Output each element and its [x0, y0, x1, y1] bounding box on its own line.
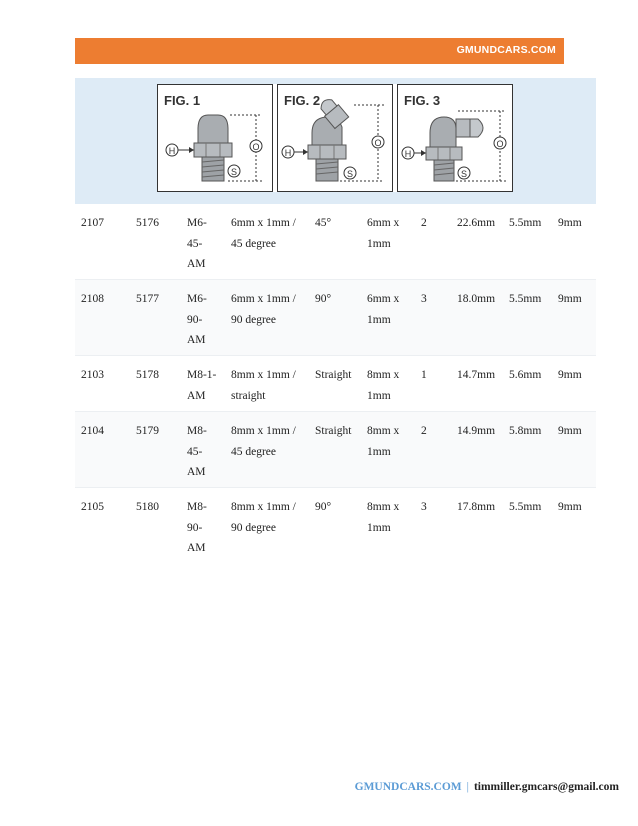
footer: [355, 781, 619, 793]
cell-model: M8-1- AM: [187, 369, 217, 402]
cell-dimension-h: 9mm: [558, 425, 582, 437]
figure-1-title: FIG. 1: [164, 93, 201, 108]
figure-2-label-s: S: [346, 169, 354, 179]
cell-dimension-s: 5.5mm: [509, 217, 542, 229]
cell-angle: 90°: [315, 293, 332, 305]
table-row: [75, 280, 596, 356]
cell-angle: Straight: [315, 369, 352, 381]
cell-angle: 90°: [315, 501, 332, 513]
cell-dimension-o: 14.9mm: [457, 425, 496, 437]
grease-fitting-straight-drawing: [158, 85, 274, 193]
cell-description: 8mm x 1mm / 90 degree: [231, 501, 296, 534]
cell-thread: 8mm x 1mm: [367, 369, 400, 402]
footer-site-link[interactable]: GMUNDCARS.COM: [354, 781, 462, 793]
cell-figure: 3: [421, 501, 427, 513]
cell-angle: Straight: [315, 425, 352, 437]
cell-dimension-o: 18.0mm: [457, 293, 496, 305]
cell-item-number: 5180: [136, 501, 159, 513]
cell-figure: 2: [421, 217, 427, 229]
cell-dimension-h: 9mm: [558, 217, 582, 229]
cell-angle: 45°: [315, 217, 332, 229]
cell-dimension-s: 5.5mm: [509, 293, 542, 305]
cell-thread: 8mm x 1mm: [367, 501, 400, 534]
cell-thread: 6mm x 1mm: [367, 293, 400, 326]
figure-1: [157, 84, 273, 192]
figure-1-label-o: O: [252, 142, 260, 152]
cell-part-number: 2103: [81, 369, 104, 381]
cell-description: 6mm x 1mm / 90 degree: [231, 293, 296, 326]
cell-model: M8- 90- AM: [187, 501, 207, 554]
cell-part-number: 2104: [81, 425, 104, 437]
figure-2: [277, 84, 393, 192]
cell-dimension-o: 14.7mm: [457, 369, 496, 381]
cell-thread: 6mm x 1mm: [367, 217, 400, 250]
cell-figure: 3: [421, 293, 427, 305]
footer-email-link[interactable]: timmiller.gmcars@gmail.com: [473, 781, 619, 793]
cell-figure: 2: [421, 425, 427, 437]
figure-2-label-h: H: [284, 148, 292, 158]
figure-3: [397, 84, 513, 192]
figure-3-label-o: O: [496, 139, 504, 149]
table-row: [75, 412, 596, 488]
cell-item-number: 5177: [136, 293, 159, 305]
figure-3-label-h: H: [404, 149, 412, 159]
cell-model: M6- 90- AM: [187, 293, 207, 346]
cell-model: M8- 45- AM: [187, 425, 207, 478]
cell-model: M6- 45- AM: [187, 217, 207, 270]
cell-dimension-s: 5.8mm: [509, 425, 542, 437]
grease-fitting-90-degree-drawing: [398, 85, 514, 193]
table-row: [75, 204, 596, 280]
cell-dimension-o: 17.8mm: [457, 501, 496, 513]
figure-3-title: FIG. 3: [404, 93, 441, 108]
figure-3-label-s: S: [460, 169, 468, 179]
cell-thread: 8mm x 1mm: [367, 425, 400, 458]
cell-item-number: 5176: [136, 217, 159, 229]
header-bar: [75, 38, 564, 64]
header-brand: GMUNDCARS.COM: [456, 44, 556, 56]
figure-row: [75, 78, 596, 204]
cell-dimension-o: 22.6mm: [457, 217, 496, 229]
footer-separator: |: [466, 781, 469, 793]
grease-fitting-45-degree-drawing: [278, 85, 394, 193]
cell-part-number: 2108: [81, 293, 104, 305]
cell-figure: 1: [421, 369, 427, 381]
cell-dimension-s: 5.6mm: [509, 369, 542, 381]
figure-1-label-s: S: [230, 167, 238, 177]
cell-item-number: 5179: [136, 425, 159, 437]
cell-dimension-h: 9mm: [558, 501, 582, 513]
cell-dimension-h: 9mm: [558, 369, 582, 381]
cell-item-number: 5178: [136, 369, 159, 381]
figure-1-label-h: H: [168, 146, 176, 156]
table-row: [75, 488, 596, 563]
figure-2-title: FIG. 2: [284, 93, 321, 108]
cell-description: 6mm x 1mm / 45 degree: [231, 217, 296, 250]
cell-description: 8mm x 1mm / straight: [231, 369, 296, 402]
figure-2-label-o: O: [374, 138, 382, 148]
spec-table: [75, 78, 596, 563]
cell-dimension-s: 5.5mm: [509, 501, 542, 513]
cell-description: 8mm x 1mm / 45 degree: [231, 425, 296, 458]
cell-part-number: 2105: [81, 501, 104, 513]
cell-dimension-h: 9mm: [558, 293, 582, 305]
figure-strip: [157, 84, 513, 192]
cell-part-number: 2107: [81, 217, 104, 229]
table-row: [75, 356, 596, 412]
